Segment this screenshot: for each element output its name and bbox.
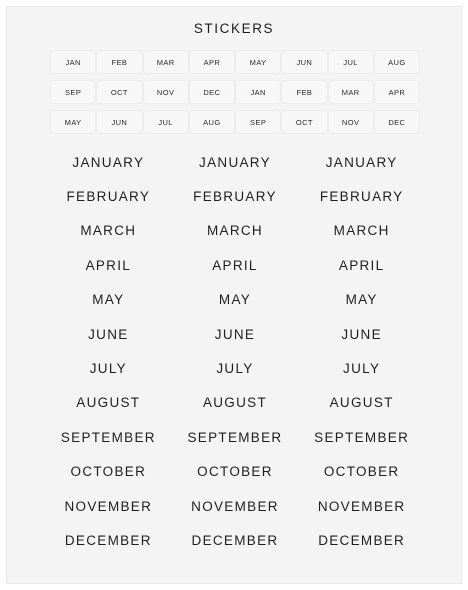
abbr-sticker: AUG (375, 51, 419, 73)
abbr-sticker: FEB (282, 81, 326, 103)
abbr-sticker: APR (190, 51, 234, 73)
month-sticker: JULY (216, 361, 254, 377)
abbr-sticker: JAN (51, 51, 95, 73)
abbr-sticker: APR (375, 81, 419, 103)
abbr-sticker: JUL (144, 111, 188, 133)
abbr-sticker: MAY (236, 51, 280, 73)
month-sticker: SEPTEMBER (314, 429, 410, 445)
month-sticker: SEPTEMBER (60, 429, 156, 445)
abbr-sticker: OCT (97, 81, 141, 103)
month-sticker: JUNE (341, 326, 382, 342)
month-sticker: OCTOBER (323, 464, 400, 480)
abbr-sticker: NOV (329, 111, 373, 133)
abbr-sticker: NOV (144, 81, 188, 103)
month-sticker: OCTOBER (70, 464, 147, 480)
month-sticker: NOVEMBER (191, 498, 279, 514)
abbr-row-3 (51, 111, 419, 133)
month-sticker: DECEMBER (64, 532, 152, 548)
month-sticker: MARCH (206, 223, 263, 239)
month-sticker: AUGUST (76, 395, 141, 411)
abbr-sticker: MAR (329, 81, 373, 103)
month-sticker: FEBRUARY (66, 189, 151, 205)
month-sticker: APRIL (212, 257, 258, 273)
abbr-sticker: DEC (190, 81, 234, 103)
month-sticker: MAY (345, 292, 378, 308)
month-sticker: DECEMBER (191, 532, 279, 548)
abbr-sticker: FEB (97, 51, 141, 73)
abbr-sticker: SEP (236, 111, 280, 133)
month-sticker: NOVEMBER (317, 498, 406, 514)
month-sticker: JUNE (88, 326, 129, 342)
month-sticker: AUGUST (202, 395, 268, 411)
month-sticker: FEBRUARY (319, 189, 404, 205)
month-sticker: MAY (92, 292, 125, 308)
abbr-sticker: MAR (144, 51, 188, 73)
sticker-sheet (6, 6, 462, 584)
month-sticker: JANUARY (72, 154, 145, 170)
abbr-sticker: OCT (282, 111, 326, 133)
month-sticker: JANUARY (325, 154, 398, 170)
month-sticker: MARCH (333, 223, 390, 239)
abbr-sticker: DEC (375, 111, 419, 133)
month-sticker: APRIL (338, 257, 385, 273)
abbr-sticker: SEP (51, 81, 95, 103)
month-sticker: FEBRUARY (193, 189, 277, 205)
abbr-sticker: MAY (51, 111, 95, 133)
month-sticker: NOVEMBER (64, 498, 153, 514)
abbr-sticker: JUN (97, 111, 141, 133)
abbr-sticker: JUL (329, 51, 373, 73)
month-sticker: JULY (89, 361, 127, 377)
sheet-title: STICKERS (193, 21, 275, 36)
month-sticker: MARCH (80, 223, 137, 239)
month-sticker: OCTOBER (197, 464, 273, 480)
month-sticker-grid (45, 145, 425, 558)
month-sticker: JUNE (214, 326, 256, 342)
month-sticker: APRIL (85, 257, 132, 273)
month-sticker: DECEMBER (318, 532, 406, 548)
abbr-row-2 (51, 81, 419, 103)
month-sticker: MAY (218, 292, 252, 308)
abbr-sticker: JUN (282, 51, 326, 73)
abbr-row-1 (51, 51, 419, 73)
month-sticker: SEPTEMBER (187, 429, 283, 445)
abbr-sticker: JAN (236, 81, 280, 103)
abbr-sticker: AUG (190, 111, 234, 133)
month-sticker: JANUARY (199, 154, 271, 170)
month-sticker: AUGUST (329, 395, 394, 411)
month-sticker: JULY (343, 361, 381, 377)
